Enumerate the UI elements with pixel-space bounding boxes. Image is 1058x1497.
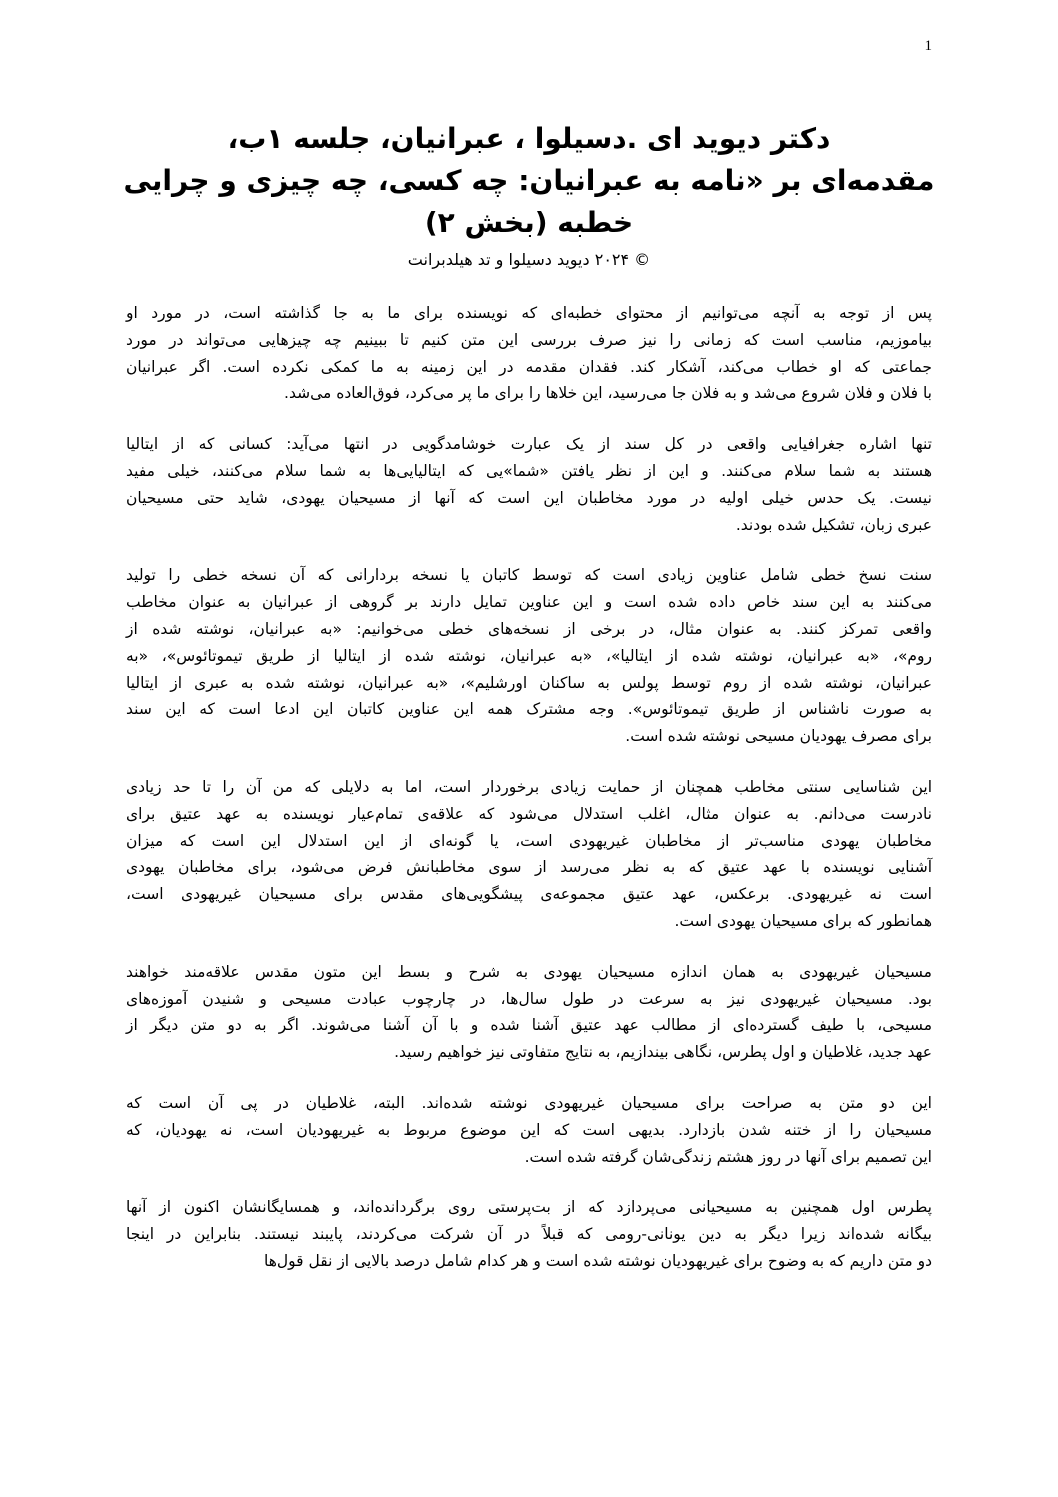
text-line: بیاموزیم، مناسب است که زمانی را نیز صرف بررسی این متن کنیم تا ببینیم چه چیزهایی می‌تواند در مورد	[126, 330, 932, 349]
text-line: برای مصرف یهودیان مسیحی نوشته شده است.	[625, 727, 932, 746]
text-line: عبری زبان، تشکیل شده بودند.	[735, 515, 932, 534]
title-line: مقدمه‌ای بر «نامه به عبرانیان: چه کسی، چه چیزی و چرایی	[123, 164, 935, 197]
title-line: دکتر دیوید ای .دسیلوا ، عبرانیان، جلسه ۱ب،	[227, 122, 831, 155]
paragraph	[126, 1090, 932, 1170]
text-line: مسیحی، با طیف گسترده‌ای از مطالب عهد عتیق آشنا شده و با آن آشنا می‌شوند. اگر به دو متن دیگر از	[126, 1016, 932, 1035]
text-line: پطرس اول همچنین به مسیحیانی می‌پردازد که از بت‌پرستی روی برگردانده‌اند، و همسایگانشان اکنون از آنها	[126, 1198, 932, 1217]
text-line: هستند به شما سلام می‌کنند. و این از نظر یافتن «شما»یی که ایتالیایی‌ها به شما سلام می‌کنند، خیلی مفید	[126, 461, 932, 480]
text-line: سنت نسخ خطی شامل عناوین زیادی است که توسط کاتبان یا نسخه بردارانی که آن نسخه خطی را تولید	[126, 566, 932, 585]
text-line: پس از توجه به آنچه می‌توانیم از محتوای خطبه‌ای که نویسنده برای ما به جا گذاشته است، در مورد او	[126, 304, 932, 322]
text-line: نیست. یک حدس خیلی اولیه در مورد مخاطبان این است که آنها از مسیحیان یهودی، شاید حتی مسیحیان	[126, 488, 932, 507]
text-line: می‌کنند به این سند خاص داده شده است و این عناوین تمایل دارند بر گروهی از عبرانیان به عنوان مخاطب	[126, 593, 932, 612]
document-body	[126, 300, 932, 1275]
text-line: جماعتی که او خطاب می‌کند، آشکار کند. فقدان مقدمه در این زمینه به ما کمکی نکرده است. اگر عبرانیان	[126, 357, 932, 376]
paragraph	[126, 431, 932, 538]
text-line: آشنایی نویسنده با عهد عتیق که به نظر می‌رسد از سوی مخاطبانش فرض می‌شود، برای مخاطبان یهودی	[126, 858, 932, 877]
text-line: دو متن داریم که به وضوح برای غیریهودیان نوشته شده است و هر کدام شامل درصد بالایی از نقل قول‌ها	[264, 1251, 932, 1270]
text-line: نادرست می‌دانم. به عنوان مثال، اغلب استدلال می‌شود که علاقه‌ی تمام‌عیار نویسنده به عهد عتیق برای	[126, 804, 932, 823]
text-line: روم»، «به عبرانیان، نوشته شده از ایتالیا»، «به عبرانیان، نوشته شده از ایتالیا از طریق تیموتائوس»، «به	[126, 646, 932, 665]
text-line: مسیحیان را از ختنه شدن بازدارد. بدیهی است که این موضوع مربوط به غیریهودیان است، نه یهودیان، که	[126, 1120, 932, 1139]
text-line: مخاطبان یهودی مناسب‌تر از مخاطبان غیریهودی است، یا گونه‌ای از این استدلال این است که میزان	[126, 831, 932, 850]
text-line: عبرانیان، نوشته شده از روم توسط پولس به ساکنان اورشلیم»، «به عبرانیان، نوشته شده به عبری از ایتالیا	[126, 673, 932, 692]
title-line: خطبه (بخش ۲)	[424, 206, 634, 239]
text-line: همانطور که برای مسیحیان یهودی است.	[674, 911, 932, 930]
author-copyright: © ۲۰۲۴ دیوید دسیلوا و تد هیلدبرانت	[407, 250, 651, 269]
text-line: با فلان و فلان شروع می‌شد و به فلان جا می‌رسید، این خلاها را برای ما پر می‌کرد، فوق‌العاده می‌شد.	[284, 384, 932, 403]
paragraph	[126, 562, 932, 750]
text-line: این دو متن به صراحت برای مسیحیان غیریهودی نوشته شده‌اند. البته، غلاطیان در پی آن است که	[126, 1093, 932, 1112]
paragraph	[126, 959, 932, 1066]
text-line: تنها اشاره جغرافیایی واقعی در کل سند از یک عبارت خوشامدگویی در انتها می‌آید: کسانی که از ایتالیا	[126, 435, 932, 454]
text-line: مسیحیان غیریهودی به همان اندازه مسیحیان یهودی به شرح و بسط این متون مقدس علاقه‌مند خواهند	[126, 962, 932, 981]
text-line: عهد جدید، غلاطیان و اول پطرس، نگاهی بیندازیم، به نتایج متفاوتی نیز خواهیم رسید.	[394, 1043, 932, 1062]
text-line: بیگانه شده‌اند زیرا دیگر به دین یونانی-رومی که قبلاً در آن شرکت می‌کردند، پایبند نیستند. بنابراین در اینجا	[126, 1225, 932, 1244]
text-line: این تصمیم برای آنها در روز هشتم زندگی‌شان گرفته شده است.	[524, 1147, 932, 1166]
document-title	[106, 118, 952, 244]
text-line: واقعی تمرکز کنند. به عنوان مثال، در برخی از نسخه‌های خطی می‌خوانیم: «به عبرانیان، نوشته شده از	[126, 619, 932, 638]
paragraph	[126, 774, 932, 935]
text-line: به صورت ناشناس از طریق تیموتائوس». وجه مشترک همه این عناوین کاتبان این ادعا است که این سند	[126, 700, 932, 719]
text-line: است نه غیریهودی. برعکس، عهد عتیق مجموعه‌ی پیشگویی‌های مقدس برای مسیحیان غیریهودی است،	[126, 885, 932, 904]
text-line: این شناسایی سنتی مخاطب همچنان از حمایت زیادی برخوردار است، اما به دلایلی که من آن را تا حد زیادی	[126, 777, 932, 796]
page-number: 1	[924, 38, 932, 54]
text-line: بود. مسیحیان غیریهودی نیز به سرعت در طول سال‌ها، در چارچوب عبادت مسیحی و شنیدن آموزه‌های	[126, 989, 932, 1008]
paragraph	[126, 1194, 932, 1274]
paragraph	[126, 300, 932, 407]
